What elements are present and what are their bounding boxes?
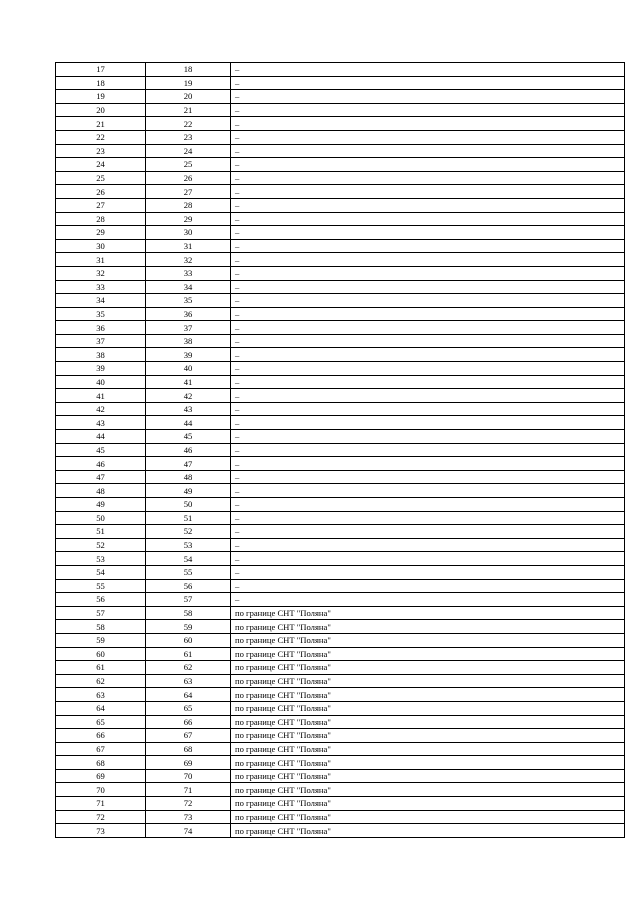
cell-point-to: 39 (146, 348, 231, 362)
cell-point-to: 24 (146, 144, 231, 158)
cell-description: по границе СНТ "Поляна" (231, 715, 625, 729)
cell-point-from: 30 (56, 239, 146, 253)
cell-description: – (231, 171, 625, 185)
cell-point-to: 43 (146, 402, 231, 416)
cell-description: по границе СНТ "Поляна" (231, 810, 625, 824)
table-row (56, 756, 625, 770)
table-row (56, 715, 625, 729)
table-row (56, 674, 625, 688)
table-row (56, 647, 625, 661)
cell-point-from: 48 (56, 484, 146, 498)
table-row (56, 307, 625, 321)
table-row (56, 783, 625, 797)
cell-point-to: 52 (146, 525, 231, 539)
cell-point-from: 55 (56, 579, 146, 593)
cell-point-from: 32 (56, 266, 146, 280)
cell-description: – (231, 498, 625, 512)
table-row (56, 498, 625, 512)
cell-point-from: 37 (56, 334, 146, 348)
cell-point-to: 47 (146, 457, 231, 471)
table-row (56, 824, 625, 838)
cell-point-from: 54 (56, 565, 146, 579)
table-row (56, 688, 625, 702)
cell-point-to: 36 (146, 307, 231, 321)
cell-point-from: 47 (56, 470, 146, 484)
cell-description: – (231, 416, 625, 430)
cell-point-to: 21 (146, 103, 231, 117)
cell-point-to: 53 (146, 538, 231, 552)
cell-point-from: 56 (56, 593, 146, 607)
cell-point-to: 33 (146, 266, 231, 280)
cell-description: – (231, 90, 625, 104)
cell-point-to: 69 (146, 756, 231, 770)
cell-point-to: 65 (146, 701, 231, 715)
table-row (56, 389, 625, 403)
cell-description: по границе СНТ "Поляна" (231, 701, 625, 715)
cell-description: по границе СНТ "Поляна" (231, 661, 625, 675)
table-row (56, 375, 625, 389)
table-row (56, 742, 625, 756)
cell-description: – (231, 443, 625, 457)
table-row (56, 606, 625, 620)
table-row (56, 633, 625, 647)
cell-point-to: 67 (146, 729, 231, 743)
cell-point-from: 67 (56, 742, 146, 756)
cell-point-to: 46 (146, 443, 231, 457)
cell-point-from: 23 (56, 144, 146, 158)
cell-point-from: 46 (56, 457, 146, 471)
cell-point-to: 44 (146, 416, 231, 430)
cell-description: – (231, 362, 625, 376)
cell-description: – (231, 334, 625, 348)
cell-point-from: 70 (56, 783, 146, 797)
cell-point-to: 48 (146, 470, 231, 484)
cell-description: – (231, 484, 625, 498)
cell-point-from: 29 (56, 226, 146, 240)
cell-point-from: 64 (56, 701, 146, 715)
table-row (56, 158, 625, 172)
cell-description: – (231, 402, 625, 416)
table-row (56, 266, 625, 280)
table-row (56, 130, 625, 144)
table-row (56, 280, 625, 294)
cell-point-to: 32 (146, 253, 231, 267)
cell-point-to: 26 (146, 171, 231, 185)
cell-description: – (231, 253, 625, 267)
cell-point-from: 42 (56, 402, 146, 416)
cell-point-from: 39 (56, 362, 146, 376)
table-row (56, 661, 625, 675)
cell-point-from: 59 (56, 633, 146, 647)
cell-point-from: 38 (56, 348, 146, 362)
cell-point-from: 41 (56, 389, 146, 403)
cell-point-to: 64 (146, 688, 231, 702)
cell-description: – (231, 538, 625, 552)
cell-description: по границе СНТ "Поляна" (231, 756, 625, 770)
cell-description: – (231, 294, 625, 308)
table-row (56, 552, 625, 566)
table-row (56, 593, 625, 607)
cell-point-to: 40 (146, 362, 231, 376)
cell-description: по границе СНТ "Поляна" (231, 620, 625, 634)
table-row (56, 797, 625, 811)
table-row (56, 239, 625, 253)
cell-description: – (231, 212, 625, 226)
cell-description: – (231, 457, 625, 471)
cell-description: – (231, 552, 625, 566)
cell-point-to: 50 (146, 498, 231, 512)
cell-point-from: 61 (56, 661, 146, 675)
cell-point-to: 74 (146, 824, 231, 838)
table-row (56, 294, 625, 308)
cell-point-from: 34 (56, 294, 146, 308)
cell-point-to: 45 (146, 430, 231, 444)
cell-point-from: 57 (56, 606, 146, 620)
cell-point-to: 34 (146, 280, 231, 294)
cell-description: – (231, 239, 625, 253)
cell-point-to: 35 (146, 294, 231, 308)
cell-description: – (231, 525, 625, 539)
cell-point-to: 49 (146, 484, 231, 498)
cell-description: по границе СНТ "Поляна" (231, 742, 625, 756)
cell-point-to: 58 (146, 606, 231, 620)
table-row (56, 348, 625, 362)
cell-description: – (231, 280, 625, 294)
cell-point-to: 61 (146, 647, 231, 661)
table-row (56, 90, 625, 104)
cell-description: – (231, 63, 625, 77)
cell-description: по границе СНТ "Поляна" (231, 606, 625, 620)
table-row (56, 457, 625, 471)
table-row (56, 416, 625, 430)
cell-point-from: 66 (56, 729, 146, 743)
cell-description: – (231, 565, 625, 579)
cell-point-to: 25 (146, 158, 231, 172)
table-row (56, 810, 625, 824)
cell-description: по границе СНТ "Поляна" (231, 783, 625, 797)
cell-point-from: 18 (56, 76, 146, 90)
table-row (56, 185, 625, 199)
cell-point-from: 40 (56, 375, 146, 389)
table-row (56, 565, 625, 579)
cell-point-from: 21 (56, 117, 146, 131)
cell-point-to: 66 (146, 715, 231, 729)
table-row (56, 117, 625, 131)
cell-description: по границе СНТ "Поляна" (231, 824, 625, 838)
cell-description: – (231, 185, 625, 199)
table-row (56, 103, 625, 117)
cell-point-from: 69 (56, 769, 146, 783)
table-row (56, 769, 625, 783)
cell-description: – (231, 579, 625, 593)
cell-point-from: 43 (56, 416, 146, 430)
cell-point-from: 33 (56, 280, 146, 294)
cell-description: – (231, 130, 625, 144)
table-row (56, 212, 625, 226)
cell-point-to: 59 (146, 620, 231, 634)
cell-description: по границе СНТ "Поляна" (231, 769, 625, 783)
cell-description: – (231, 321, 625, 335)
cell-description: – (231, 389, 625, 403)
cell-point-from: 22 (56, 130, 146, 144)
cell-description: – (231, 144, 625, 158)
table-row (56, 334, 625, 348)
cell-point-to: 30 (146, 226, 231, 240)
cell-point-to: 54 (146, 552, 231, 566)
cell-point-from: 65 (56, 715, 146, 729)
table-row (56, 729, 625, 743)
table-row (56, 253, 625, 267)
cell-point-from: 27 (56, 198, 146, 212)
cell-point-from: 62 (56, 674, 146, 688)
cell-description: – (231, 511, 625, 525)
cell-description: – (231, 76, 625, 90)
table-row (56, 171, 625, 185)
cell-point-from: 58 (56, 620, 146, 634)
cell-point-to: 23 (146, 130, 231, 144)
table-row (56, 144, 625, 158)
cell-description: по границе СНТ "Поляна" (231, 729, 625, 743)
cell-point-from: 35 (56, 307, 146, 321)
table-row (56, 76, 625, 90)
table-row (56, 63, 625, 77)
cell-description: – (231, 198, 625, 212)
table-row (56, 525, 625, 539)
cell-point-to: 51 (146, 511, 231, 525)
cell-description: – (231, 348, 625, 362)
cell-description: – (231, 470, 625, 484)
cell-point-from: 71 (56, 797, 146, 811)
table-row (56, 484, 625, 498)
cell-point-to: 27 (146, 185, 231, 199)
cell-point-from: 51 (56, 525, 146, 539)
cell-point-from: 28 (56, 212, 146, 226)
table-row (56, 198, 625, 212)
table-row (56, 226, 625, 240)
cell-point-from: 36 (56, 321, 146, 335)
cell-point-from: 52 (56, 538, 146, 552)
table-row (56, 620, 625, 634)
cell-point-to: 29 (146, 212, 231, 226)
boundary-points-table (55, 62, 625, 838)
table-row (56, 321, 625, 335)
table-row (56, 470, 625, 484)
cell-point-to: 20 (146, 90, 231, 104)
table-row (56, 443, 625, 457)
cell-point-from: 17 (56, 63, 146, 77)
cell-point-to: 22 (146, 117, 231, 131)
cell-point-from: 72 (56, 810, 146, 824)
cell-description: – (231, 375, 625, 389)
cell-description: по границе СНТ "Поляна" (231, 633, 625, 647)
cell-description: по границе СНТ "Поляна" (231, 797, 625, 811)
cell-description: по границе СНТ "Поляна" (231, 674, 625, 688)
cell-point-to: 41 (146, 375, 231, 389)
cell-point-from: 60 (56, 647, 146, 661)
table-row (56, 430, 625, 444)
cell-point-from: 73 (56, 824, 146, 838)
cell-point-to: 63 (146, 674, 231, 688)
cell-point-to: 37 (146, 321, 231, 335)
cell-point-to: 42 (146, 389, 231, 403)
cell-point-to: 60 (146, 633, 231, 647)
cell-point-to: 19 (146, 76, 231, 90)
table-row (56, 701, 625, 715)
cell-description: – (231, 430, 625, 444)
cell-description: – (231, 266, 625, 280)
table-row (56, 362, 625, 376)
cell-description: – (231, 117, 625, 131)
cell-description: по границе СНТ "Поляна" (231, 688, 625, 702)
cell-description: – (231, 158, 625, 172)
cell-point-from: 49 (56, 498, 146, 512)
cell-point-from: 68 (56, 756, 146, 770)
cell-point-from: 31 (56, 253, 146, 267)
cell-description: по границе СНТ "Поляна" (231, 647, 625, 661)
cell-description: – (231, 226, 625, 240)
cell-point-from: 20 (56, 103, 146, 117)
cell-point-from: 24 (56, 158, 146, 172)
cell-point-to: 62 (146, 661, 231, 675)
cell-point-to: 38 (146, 334, 231, 348)
table-body (56, 63, 625, 838)
table-row (56, 511, 625, 525)
cell-description: – (231, 307, 625, 321)
table-row (56, 402, 625, 416)
cell-description: – (231, 593, 625, 607)
cell-point-to: 72 (146, 797, 231, 811)
cell-point-to: 73 (146, 810, 231, 824)
cell-point-to: 55 (146, 565, 231, 579)
cell-point-from: 63 (56, 688, 146, 702)
cell-point-to: 28 (146, 198, 231, 212)
cell-point-from: 26 (56, 185, 146, 199)
cell-description: – (231, 103, 625, 117)
cell-point-to: 31 (146, 239, 231, 253)
cell-point-to: 70 (146, 769, 231, 783)
cell-point-to: 71 (146, 783, 231, 797)
cell-point-to: 57 (146, 593, 231, 607)
cell-point-to: 56 (146, 579, 231, 593)
cell-point-to: 18 (146, 63, 231, 77)
cell-point-from: 44 (56, 430, 146, 444)
table-row (56, 579, 625, 593)
table-row (56, 538, 625, 552)
cell-point-to: 68 (146, 742, 231, 756)
cell-point-from: 53 (56, 552, 146, 566)
cell-point-from: 45 (56, 443, 146, 457)
cell-point-from: 50 (56, 511, 146, 525)
cell-point-from: 19 (56, 90, 146, 104)
cell-point-from: 25 (56, 171, 146, 185)
